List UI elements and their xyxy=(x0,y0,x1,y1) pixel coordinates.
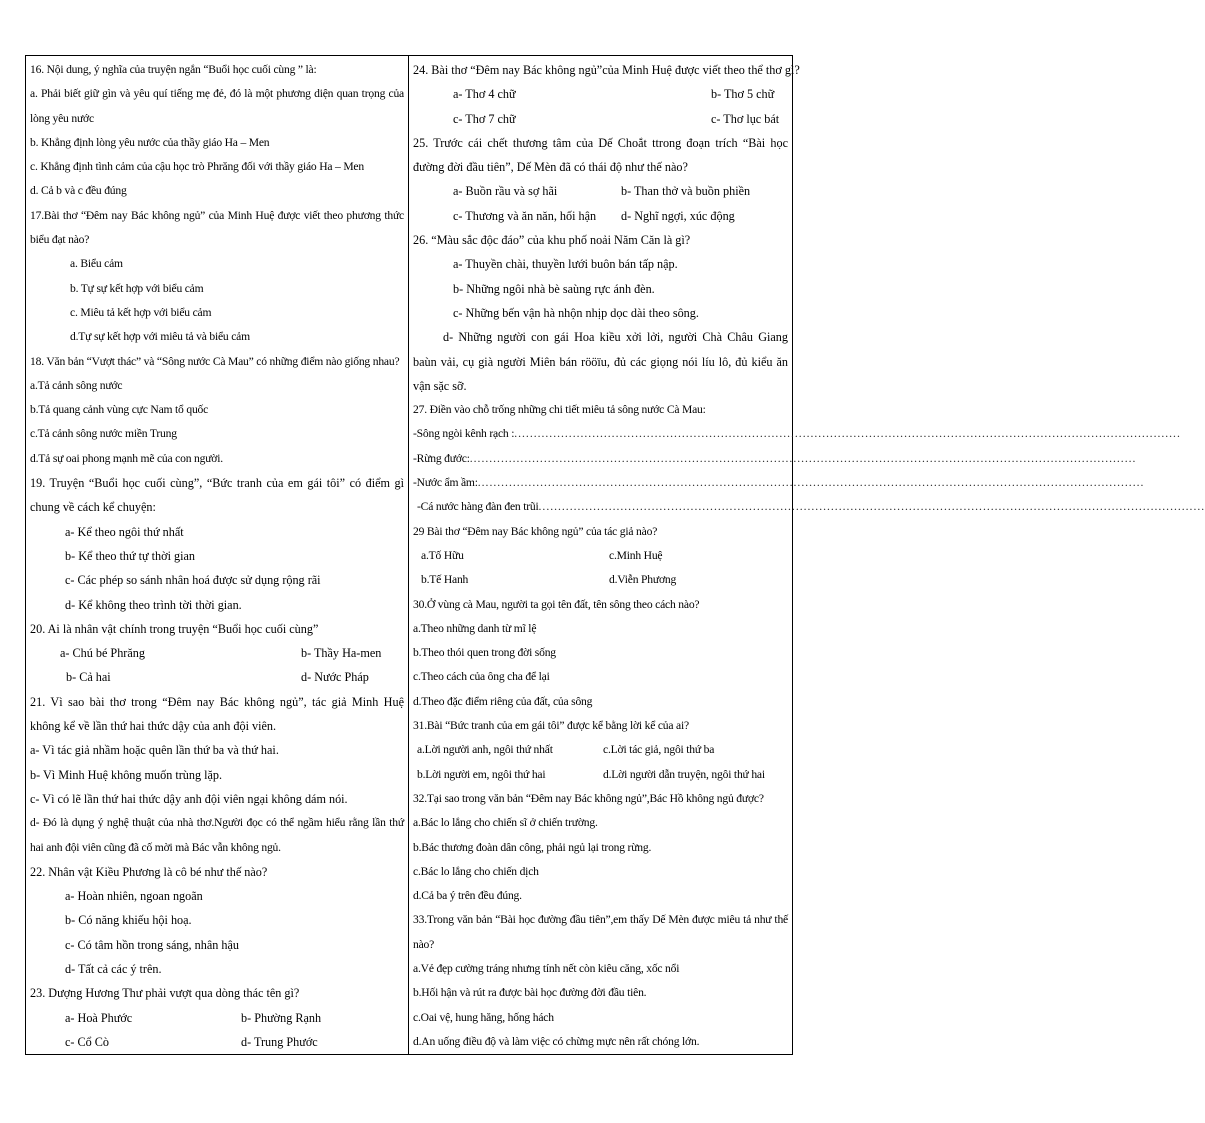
q27-blank-2-label: -Rừng đước: xyxy=(413,451,470,465)
q19-option-d: d- Kể không theo trình tời thời gian. xyxy=(65,597,242,612)
q16-option-c: c. Khẳng định tình cảm của cậu học trò Phrăng đối với thầy giáo Ha – Men xyxy=(30,160,364,174)
q27-blank-1-label: -Sông ngòi kênh rạch : xyxy=(413,427,515,441)
q18-option-b: b.Tả quang cảnh vùng cực Nam tổ quốc xyxy=(30,403,209,417)
q19-stem: 19. Truyện “Buổi học cuối cùng”, “Bức tranh của em gái tôi” có điểm gì chung về cách kể chuyện: xyxy=(30,476,404,515)
q31-options-row-1 xyxy=(413,738,788,762)
q21-option-a: a- Vì tác giả nhầm hoặc quên lần thứ ba và thứ hai. xyxy=(30,743,279,758)
q26-option-c: c- Những bến vận hà nhộn nhịp dọc dài theo sông. xyxy=(453,305,699,320)
q27-blank-4 xyxy=(413,495,1205,519)
left-column xyxy=(26,56,409,1054)
q30-option-b: b.Theo thói quen trong đời sống xyxy=(413,646,556,660)
q31-options-row-2 xyxy=(413,763,788,787)
q27-blank-3-dots: ........................................................................................................................................................................... xyxy=(477,476,1145,490)
q24-options-row-1 xyxy=(413,82,788,106)
q16-option-d: d. Cả b và c đều đúng xyxy=(30,184,127,198)
q30-option-a: a.Theo những danh từ mĩ lệ xyxy=(413,621,537,635)
q27-blank-3-label: -Nước ẩm ầm: xyxy=(413,476,478,490)
q27-stem: 27. Điền vào chỗ trống những chi tiết miêu tả sông nước Cà Mau: xyxy=(413,403,706,417)
q17-option-c: c. Miêu tả kết hợp với biểu cảm xyxy=(70,305,212,319)
q32-option-b: b.Bác thương đoàn dân công, phải ngủ lại trong rừng. xyxy=(413,840,652,854)
q30-option-c: c.Theo cách của ông cha để lại xyxy=(413,670,550,684)
q29-option-d: d.Viễn Phương xyxy=(609,573,677,587)
q32-option-c: c.Bác lo lắng cho chiến dịch xyxy=(413,864,539,878)
q31-option-d: d.Lời người dẫn truyện, ngôi thứ hai xyxy=(603,767,765,781)
q22-stem: 22. Nhân vật Kiều Phương là cô bé như thế nào? xyxy=(30,864,268,879)
q20-options-row-1 xyxy=(30,641,404,665)
q29-option-c: b.Tế Hanh xyxy=(421,573,469,587)
q22-option-d: d- Tất cả các ý trên. xyxy=(65,961,162,976)
right-column xyxy=(409,56,1205,1054)
q27-blank-2-dots: ........................................................................................................................................................................... xyxy=(469,451,1137,465)
q25-option-a: a- Buồn rầu và sợ hãi xyxy=(453,184,558,199)
q19-option-c: c- Các phép so sánh nhân hoá được sử dụng rộng rãi xyxy=(65,573,321,588)
q24-option-c: c- Thơ 7 chữ xyxy=(453,111,516,126)
q26-option-b: b- Những ngôi nhà bè saùng rực ánh đèn. xyxy=(453,281,655,296)
q21-option-b: b- Vì Minh Huệ không muốn trùng lặp. xyxy=(30,767,223,782)
q19-option-a: a- Kể theo ngôi thứ nhất xyxy=(65,524,184,539)
q33-option-b: b.Hối hận và rút ra được bài học đường đời đầu tiên. xyxy=(413,986,647,1000)
q27-blank-1-dots: ........................................................................................................................................................................... xyxy=(514,427,1181,441)
q30-stem: 30.Ở vùng cà Mau, người ta gọi tên đất, tên sông theo cách nào? xyxy=(413,597,700,611)
q23-option-b: b- Phường Rạnh xyxy=(241,1010,322,1025)
q27-blank-2 xyxy=(413,447,1137,471)
q21-stem: 21. Vì sao bài thơ trong “Đêm nay Bác không ngủ”, tác giả Minh Huệ không kể về lần thứ hai thức dậy của anh đội viên. xyxy=(30,694,404,734)
q19-option-b: b- Kể theo thứ tự thời gian xyxy=(65,548,195,563)
q20-stem: 20. Ai là nhân vật chính trong truyện “Buổi học cuối cùng” xyxy=(30,621,319,636)
q24-option-b: b- Thơ 5 chữ xyxy=(711,87,775,102)
q20-option-a: a- Chú bé Phrăng xyxy=(60,646,145,661)
q25-option-b: b- Than thở và buồn phiền xyxy=(621,184,751,199)
question-sheet xyxy=(25,55,1205,1055)
q30-option-d: d.Theo đặc điểm riêng của đất, của sông xyxy=(413,694,593,708)
q17-option-a: a. Biểu cảm xyxy=(70,257,123,271)
q31-option-c: b.Lời người em, ngôi thứ hai xyxy=(417,767,546,781)
q18-stem: 18. Văn bản “Vượt thác” và “Sông nước Cà Mau” có những điểm nào giống nhau? xyxy=(30,354,400,368)
q22-option-a: a- Hoàn nhiên, ngoan ngoãn xyxy=(65,889,203,904)
q23-options-row-1 xyxy=(30,1006,404,1030)
q23-option-d: d- Trung Phước xyxy=(241,1034,318,1049)
q23-stem: 23. Dượng Hương Thư phải vượt qua dòng thác tên gì? xyxy=(30,986,300,1001)
q27-blank-3 xyxy=(413,471,1145,495)
q33-stem: 33.Trong văn bản “Bài học đường đầu tiên”,em thấy Dế Mèn được miêu tả như thế nào? xyxy=(413,913,788,951)
q21-option-c: c- Vì có lẽ lần thứ hai thức dậy anh đội viên ngại không dám nói. xyxy=(30,791,348,806)
q20-options-row-2 xyxy=(30,665,404,689)
q33-option-a: a.Vẻ đẹp cường tráng nhưng tính nết còn kiêu căng, xốc nổi xyxy=(413,961,680,975)
q31-option-b: c.Lời tác giả, ngôi thứ ba xyxy=(603,743,715,757)
q25-options-row-2 xyxy=(413,204,788,228)
q32-stem: 32.Tại sao trong văn bản “Đêm nay Bác không ngủ”,Bác Hồ không ngủ được? xyxy=(413,791,764,805)
q31-stem: 31.Bài “Bức tranh của em gái tôi” được kể bằng lời kể của ai? xyxy=(413,719,689,733)
q24-option-a: a- Thơ 4 chữ xyxy=(453,87,516,102)
q16-option-b: b. Khẳng định lòng yêu nước của thầy giáo Ha – Men xyxy=(30,135,270,149)
q29-options-row-1 xyxy=(413,544,788,568)
q27-blank-4-dots: ........................................................................................................................................................................... xyxy=(538,500,1205,514)
q24-options-row-2 xyxy=(413,107,788,131)
q17-option-d: d.Tự sự kết hợp với miêu tả và biểu cảm xyxy=(70,330,250,344)
q25-option-c: c- Thương và ăn năn, hối hận xyxy=(453,208,597,223)
q17-option-b: b. Tự sự kết hợp với biểu cảm xyxy=(70,281,204,295)
q16-stem: 16. Nội dung, ý nghĩa của truyện ngắn “Buổi học cuối cùng ” là: xyxy=(30,63,317,76)
q29-stem: 29 Bài thơ “Đêm nay Bác không ngủ” của tác giả nào? xyxy=(413,524,658,538)
q26-option-d: d- Những người con gái Hoa kiều xởi lởi, người Chà Châu Giang baùn vải, cụ già người Miên bán rööïu, đủ các giọng nói líu lô, đủ kiểu ăn vận sặc sỡ. xyxy=(413,330,788,393)
q32-option-a: a.Bác lo lắng cho chiến sĩ ở chiến trường. xyxy=(413,816,598,830)
q20-option-b: b- Thầy Ha-men xyxy=(301,646,382,661)
q25-option-d: d- Nghĩ ngợi, xúc động xyxy=(621,208,735,223)
q32-option-d: d.Cả ba ý trên đều đúng. xyxy=(413,889,522,903)
q23-option-a: a- Hoà Phước xyxy=(65,1010,133,1025)
q22-option-c: c- Có tâm hồn trong sáng, nhân hậu xyxy=(65,937,239,952)
q33-option-c: c.Oai vệ, hung hăng, hống hách xyxy=(413,1010,554,1024)
q25-stem: 25. Trước cái chết thương tâm của Dế Choắt ttrong đoạn trích “Bài học đường đời đầu tiên”, Dế Mèn đã có thái độ như thế nào? xyxy=(413,135,788,175)
q29-options-row-2 xyxy=(413,568,788,592)
q33-option-d: d.An uống điều độ và làm việc có chừng mực nên rất chóng lớn. xyxy=(413,1034,700,1048)
q25-options-row-1 xyxy=(413,179,788,203)
q27-blank-1 xyxy=(413,422,1181,446)
q24-option-d: c- Thơ lục bát xyxy=(711,111,780,126)
q24-stem: 24. Bài thơ “Đêm nay Bác không ngủ”của Minh Huệ được viết theo thể thơ gì? xyxy=(413,63,800,77)
q23-option-c: c- Cổ Cò xyxy=(65,1034,110,1049)
q20-option-c: b- Cả hai xyxy=(66,670,111,685)
q29-option-b: c.Minh Huệ xyxy=(609,548,663,562)
q18-option-c: c.Tả cảnh sông nước miền Trung xyxy=(30,427,177,441)
q18-option-d: d.Tả sự oai phong mạnh mẽ của con người. xyxy=(30,451,223,465)
q26-option-a: a- Thuyền chài, thuyền lưới buôn bán tấp nập. xyxy=(453,257,678,272)
q16-option-a: a. Phải biết giữ gìn và yêu quí tiếng mẹ đẻ, đó là một phương diện quan trọng của lòng yêu nước xyxy=(30,87,404,125)
q26-stem: 26. “Màu sắc độc đáo” của khu phố noải Năm Căn là gì? xyxy=(413,233,691,248)
q21-option-d: d- Đó là dụng ý nghệ thuật của nhà thơ.Người đọc có thể ngầm hiểu rằng lần thứ hai anh đội viên cũng đã cố mời mà Bác vẫn không ngủ. xyxy=(30,816,404,854)
q18-option-a: a.Tả cảnh sông nước xyxy=(30,378,123,392)
q23-options-row-2 xyxy=(30,1030,404,1054)
q17-stem: 17.Bài thơ “Đêm nay Bác không ngủ” của Minh Huệ được viết theo phương thức biểu đạt nào? xyxy=(30,208,404,247)
q27-blank-4-label: -Cá nước hàng đàn đen trũi xyxy=(417,500,539,514)
q22-option-b: b- Có năng khiếu hội hoạ. xyxy=(65,913,192,928)
q20-option-d: d- Nước Pháp xyxy=(301,670,369,685)
q29-option-a: a.Tố Hữu xyxy=(421,548,464,562)
q31-option-a: a.Lời người anh, ngôi thứ nhất xyxy=(417,743,553,757)
